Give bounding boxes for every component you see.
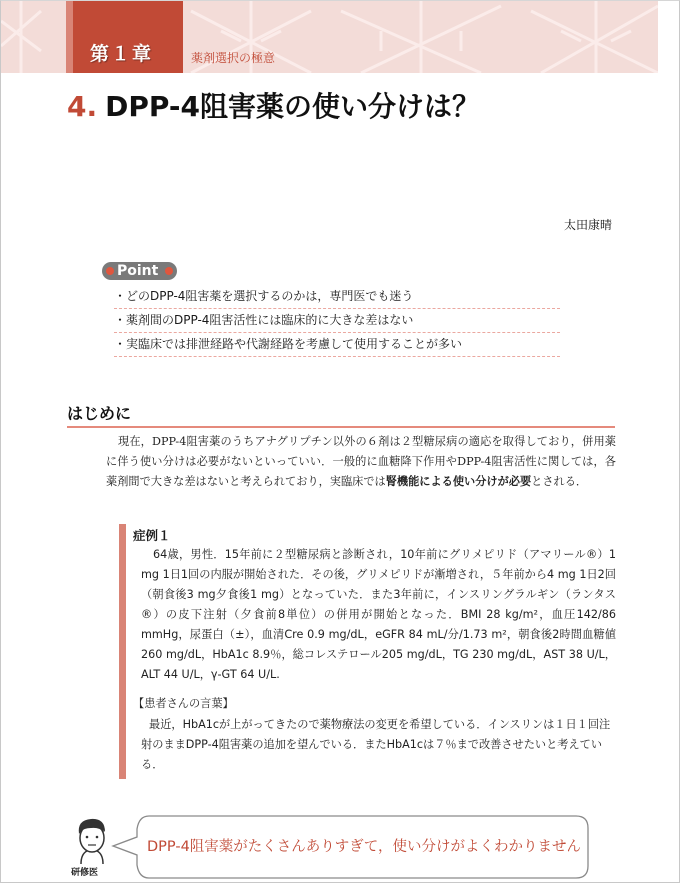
patient-voice-text: 最近，HbA1cが上がってきたので薬物療法の変更を希望している．インスリンは１日１回注射のままDPP-4阻害薬の追加を望んでいる．またHbA1cは７％まで改善させたいと考えている． [141, 718, 611, 771]
point-label: Point [117, 263, 159, 279]
section-heading-intro: はじめに [67, 404, 132, 423]
page-title [67, 85, 480, 125]
point-item: ・薬剤間のDPP-4阻害活性には臨床的に大きな差はない [114, 309, 560, 333]
patient-voice-body [141, 715, 616, 775]
chapter-stripe [66, 1, 73, 73]
case-box [119, 524, 617, 779]
speech-bubble-text: DPP-4阻害薬がたくさんありすぎて，使い分けがよくわかりません [147, 839, 581, 855]
case-text: 64歳，男性．15年前に２型糖尿病と診断され，10年前にグリメピリド（アマリール®）1 mg 1日1回の内服が開始された．その後，グリメピリドが漸増され，５年前から4 mg 1日2回（朝食後3 mg夕食後1 mg）となっていた．また3年前に，インスリングラルギン（ランタス®）の皮下注射（夕食前8単位）の併用が開始となった．BMI 28 kg/m²，血圧142/86 mmHg，尿蛋白（±），血清Cre 0.9 mg/dL，eGFR 84 mL/分/1.73 m²，朝食後2時間血糖値260 mg/dL，HbA1c 8.9％，総コレステロール205 mg/dL，TG 230 mg/dL，AST 38 U/L，ALT 44 U/L，γ-GT 64 U/L. [141, 548, 616, 681]
case-side-bar [119, 524, 126, 779]
chapter-header-band [1, 1, 658, 73]
bullet-dot-icon [106, 267, 114, 275]
bullet-dot-icon [165, 267, 173, 275]
speaker-label: 研修医 [71, 868, 99, 878]
chapter-subtitle: 薬剤選択の極意 [191, 51, 276, 65]
point-badge [102, 262, 177, 280]
chapter-box [66, 1, 183, 73]
title-number: 4. [67, 90, 98, 123]
case-title: 症例１ [133, 528, 171, 543]
intro-text-end: とされる． [531, 475, 588, 488]
point-item: ・どのDPP-4阻害薬を選択するのかは，専門医でも迷う [114, 285, 560, 309]
point-list [114, 285, 560, 357]
intro-paragraph [106, 432, 616, 492]
chapter-label: 第１章 [90, 43, 154, 65]
intro-emphasis: 腎機能による使い分けが必要 [385, 475, 532, 488]
title-text: DPP-4阻害薬の使い分けは？ [105, 90, 481, 123]
case-body [141, 545, 616, 685]
intro-text: 現在，DPP-4阻害薬のうちアナグリプチン以外の６剤は２型糖尿病の適応を取得しており，併用薬に伴う使い分けは必要がないといっていい．一般的に血糖降下作用やDPP-4阻害活性に関しては，各薬剤間で大きな差はないと考えられており，実臨床では [106, 435, 616, 488]
point-item: ・実臨床では排泄経路や代謝経路を考慮して使用することが多い [114, 333, 560, 357]
section-divider [67, 426, 615, 428]
patient-voice-title: 【患者さんの言葉】 [133, 697, 234, 710]
author-name: 太田康晴 [563, 218, 612, 232]
